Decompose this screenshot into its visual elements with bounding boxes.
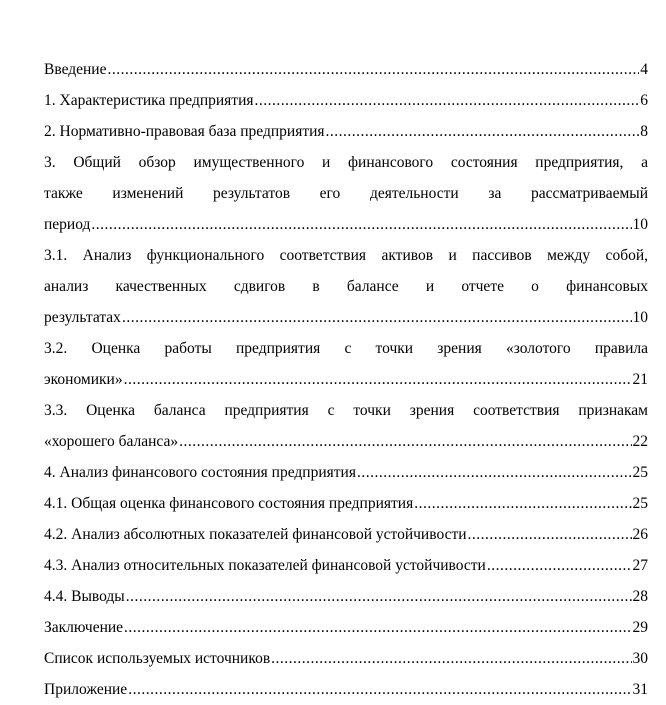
toc-entry-title: 4. Анализ финансового состояния предприятия bbox=[44, 464, 356, 481]
toc-dot-leader bbox=[126, 581, 632, 612]
toc-entry[interactable] bbox=[44, 147, 648, 240]
toc-entry-last-line bbox=[44, 612, 648, 643]
toc-dot-leader bbox=[357, 457, 632, 488]
toc-dot-leader bbox=[124, 364, 632, 395]
toc-dot-leader bbox=[107, 54, 639, 85]
toc-page-number: 22 bbox=[632, 433, 648, 450]
toc-entry-last-line bbox=[44, 209, 648, 240]
toc-page-number: 6 bbox=[640, 92, 648, 109]
toc-entry[interactable] bbox=[44, 643, 648, 674]
toc-dot-leader bbox=[468, 519, 632, 550]
toc-entry-line: 3. Общий обзор имущественного и финансового состояния предприятия, а bbox=[44, 154, 648, 171]
toc-page-number: 30 bbox=[632, 650, 648, 667]
toc-entry-title: 4.1. Общая оценка финансового состояния предприятия bbox=[44, 495, 414, 512]
toc-entry-line: анализ качественных сдвигов в балансе и отчете о финансовых bbox=[44, 278, 648, 295]
toc-entry-title: Введение bbox=[44, 61, 107, 78]
toc-dot-leader bbox=[179, 426, 631, 457]
toc-entry-title: период bbox=[44, 216, 91, 233]
toc-page-number: 26 bbox=[632, 526, 648, 543]
toc-page-number: 28 bbox=[632, 588, 648, 605]
toc-entry[interactable] bbox=[44, 116, 648, 147]
toc-dot-leader bbox=[326, 116, 640, 147]
table-of-contents bbox=[44, 54, 648, 705]
toc-entry-last-line bbox=[44, 457, 648, 488]
toc-entry-last-line bbox=[44, 116, 648, 147]
toc-dot-leader bbox=[124, 612, 631, 643]
toc-page-number: 29 bbox=[632, 619, 648, 636]
toc-entry-line: 3.2. Оценка работы предприятия с точки зрения «золотого правила bbox=[44, 340, 648, 357]
toc-entry[interactable] bbox=[44, 395, 648, 457]
toc-entry-last-line bbox=[44, 85, 648, 116]
toc-entry-last-line bbox=[44, 364, 648, 395]
toc-page-number: 10 bbox=[632, 216, 648, 233]
toc-entry-last-line bbox=[44, 488, 648, 519]
toc-entry[interactable] bbox=[44, 488, 648, 519]
toc-entry-last-line bbox=[44, 426, 648, 457]
toc-entry-last-line bbox=[44, 581, 648, 612]
toc-dot-leader bbox=[122, 302, 632, 333]
toc-dot-leader bbox=[487, 550, 632, 581]
toc-entry-title: 4.4. Выводы bbox=[44, 588, 125, 605]
toc-page-number: 4 bbox=[640, 61, 648, 78]
toc-dot-leader bbox=[91, 209, 631, 240]
toc-entry[interactable] bbox=[44, 674, 648, 705]
toc-entry[interactable] bbox=[44, 550, 648, 581]
toc-dot-leader bbox=[414, 488, 631, 519]
toc-page-number: 21 bbox=[632, 371, 648, 388]
toc-entry[interactable] bbox=[44, 54, 648, 85]
toc-entry-title: 2. Нормативно-правовая база предприятия bbox=[44, 123, 325, 140]
toc-entry-last-line bbox=[44, 519, 648, 550]
toc-entry-title: 4.3. Анализ относительных показателей финансовой устойчивости bbox=[44, 557, 486, 574]
toc-entry-last-line bbox=[44, 54, 648, 85]
toc-dot-leader bbox=[128, 674, 631, 705]
toc-page-number: 25 bbox=[632, 495, 648, 512]
toc-page-number: 25 bbox=[632, 464, 648, 481]
toc-page-number: 10 bbox=[632, 309, 648, 326]
toc-entry-title: 1. Характеристика предприятия bbox=[44, 92, 254, 109]
toc-entry-title: Заключение bbox=[44, 619, 124, 636]
toc-entry[interactable] bbox=[44, 612, 648, 643]
toc-entry-last-line bbox=[44, 550, 648, 581]
toc-entry[interactable] bbox=[44, 240, 648, 333]
toc-entry-line: 3.3. Оценка баланса предприятия с точки зрения соответствия признакам bbox=[44, 402, 648, 419]
toc-entry[interactable] bbox=[44, 519, 648, 550]
toc-dot-leader bbox=[255, 85, 640, 116]
toc-dot-leader bbox=[271, 643, 631, 674]
toc-entry-last-line bbox=[44, 302, 648, 333]
toc-page-number: 8 bbox=[640, 123, 648, 140]
toc-entry-title: результатах bbox=[44, 309, 121, 326]
toc-entry-title: «хорошего баланса» bbox=[44, 433, 179, 450]
toc-entry-last-line bbox=[44, 643, 648, 674]
toc-entry-title: экономики» bbox=[44, 371, 123, 388]
toc-entry-title: 4.2. Анализ абсолютных показателей финансовой устойчивости bbox=[44, 526, 467, 543]
toc-entry[interactable] bbox=[44, 581, 648, 612]
toc-entry-line: также изменений результатов его деятельности за рассматриваемый bbox=[44, 185, 648, 202]
toc-page-number: 31 bbox=[632, 681, 648, 698]
toc-entry[interactable] bbox=[44, 85, 648, 116]
toc-entry-title: Приложение bbox=[44, 681, 128, 698]
toc-entry[interactable] bbox=[44, 457, 648, 488]
toc-entry-line: 3.1. Анализ функционального соответствия активов и пассивов между собой, bbox=[44, 247, 648, 264]
toc-entry-last-line bbox=[44, 674, 648, 705]
toc-entry[interactable] bbox=[44, 333, 648, 395]
toc-entry-title: Список используемых источников bbox=[44, 650, 271, 667]
toc-page-number: 27 bbox=[632, 557, 648, 574]
